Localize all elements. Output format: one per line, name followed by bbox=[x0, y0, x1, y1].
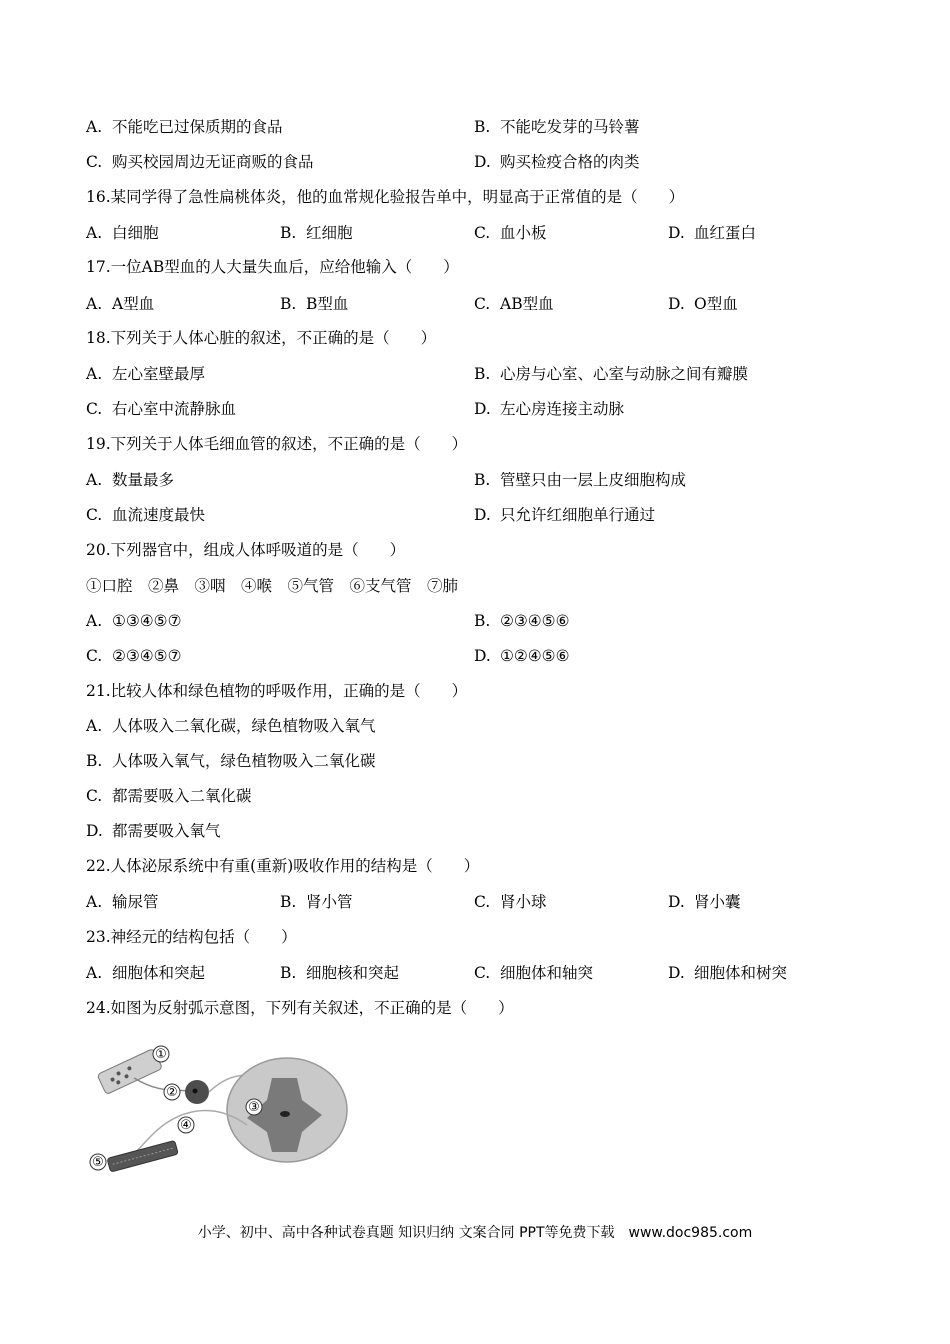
q21-stem: 21.比较人体和绿色植物的呼吸作用，正确的是（ ） bbox=[86, 682, 468, 700]
q22-option-d: D. 肾小囊 bbox=[668, 893, 741, 911]
q19-stem: 19.下列关于人体毛细血管的叙述，不正确的是（ ） bbox=[86, 435, 468, 453]
label-1: ① bbox=[155, 1047, 167, 1062]
q20-option-d: D. ①②④⑤⑥ bbox=[474, 647, 570, 665]
q23-option-b: B. 细胞核和突起 bbox=[280, 964, 400, 982]
q22-option-b: B. 肾小管 bbox=[280, 893, 353, 911]
q21-option-a: A. 人体吸入二氧化碳，绿色植物吸入氧气 bbox=[86, 717, 376, 735]
q16-option-c: C. 血小板 bbox=[474, 224, 547, 242]
q19-option-c: C. 血流速度最快 bbox=[86, 506, 206, 524]
q17-stem: 17.一位AB型血的人大量失血后，应给他输入（ ） bbox=[86, 258, 459, 276]
q24-stem: 24.如图为反射弧示意图，下列有关叙述，不正确的是（ ） bbox=[86, 999, 514, 1017]
q16-option-d: D. 血红蛋白 bbox=[668, 224, 757, 242]
q17-option-d: D. O型血 bbox=[668, 295, 738, 313]
q19-option-a: A. 数量最多 bbox=[86, 471, 175, 489]
q16-stem: 16.某同学得了急性扁桃体炎，他的血常规化验报告单中，明显高于正常值的是（ ） bbox=[86, 188, 685, 206]
q16-option-a: A. 白细胞 bbox=[86, 224, 159, 242]
spinal-cord bbox=[227, 1058, 347, 1162]
page-footer: 小学、初中、高中各种试卷真题 知识归纳 文案合同 PPT等免费下载 www.doc985.com bbox=[197, 1225, 753, 1241]
q15-option-c: C. 购买校园周边无证商贩的食品 bbox=[86, 153, 314, 171]
q21-option-b: B. 人体吸入氧气，绿色植物吸入二氧化碳 bbox=[86, 752, 376, 770]
q17-option-c: C. AB型血 bbox=[474, 295, 554, 313]
q21-option-d: D. 都需要吸入氧气 bbox=[86, 822, 221, 840]
q18-option-a: A. 左心室壁最厚 bbox=[86, 365, 206, 383]
label-5: ⑤ bbox=[92, 1155, 104, 1170]
q20-option-c: C. ②③④⑤⑦ bbox=[86, 647, 182, 665]
reflex-arc-figure bbox=[82, 1040, 362, 1185]
q16-option-b: B. 红细胞 bbox=[280, 224, 353, 242]
q22-option-c: C. 肾小球 bbox=[474, 893, 547, 911]
q20-stem: 20.下列器官中，组成人体呼吸道的是（ ） bbox=[86, 541, 406, 559]
q23-option-d: D. 细胞体和树突 bbox=[668, 964, 788, 982]
q18-stem: 18.下列关于人体心脏的叙述，不正确的是（ ） bbox=[86, 329, 437, 347]
q19-option-d: D. 只允许红细胞单行通过 bbox=[474, 506, 656, 524]
q20-option-a: A. ①③④⑤⑦ bbox=[86, 612, 182, 630]
label-2: ② bbox=[166, 1085, 178, 1100]
q20-items: ①口腔 ②鼻 ③咽 ④喉 ⑤气管 ⑥支气管 ⑦肺 bbox=[86, 577, 459, 595]
label-3: ③ bbox=[248, 1100, 260, 1115]
q15-option-b: B. 不能吃发芽的马铃薯 bbox=[474, 118, 640, 136]
q18-option-b: B. 心房与心室、心室与动脉之间有瓣膜 bbox=[474, 365, 749, 383]
q17-option-b: B. B型血 bbox=[280, 295, 349, 313]
q18-option-c: C. 右心室中流静脉血 bbox=[86, 400, 237, 418]
q17-option-a: A. A型血 bbox=[86, 295, 155, 313]
q18-option-d: D. 左心房连接主动脉 bbox=[474, 400, 625, 418]
q15-option-a: A. 不能吃已过保质期的食品 bbox=[86, 118, 283, 136]
q15-option-d: D. 购买检疫合格的肉类 bbox=[474, 153, 640, 171]
q22-stem: 22.人体泌尿系统中有重(重新)吸收作用的结构是（ ） bbox=[86, 857, 480, 875]
label-4: ④ bbox=[180, 1118, 192, 1133]
q22-option-a: A. 输尿管 bbox=[86, 893, 159, 911]
q23-option-c: C. 细胞体和轴突 bbox=[474, 964, 594, 982]
q21-option-c: C. 都需要吸入二氧化碳 bbox=[86, 787, 252, 805]
q19-option-b: B. 管壁只由一层上皮细胞构成 bbox=[474, 471, 687, 489]
q23-stem: 23.神经元的结构包括（ ） bbox=[86, 928, 297, 946]
q23-option-a: A. 细胞体和突起 bbox=[86, 964, 206, 982]
q20-option-b: B. ②③④⑤⑥ bbox=[474, 612, 570, 630]
